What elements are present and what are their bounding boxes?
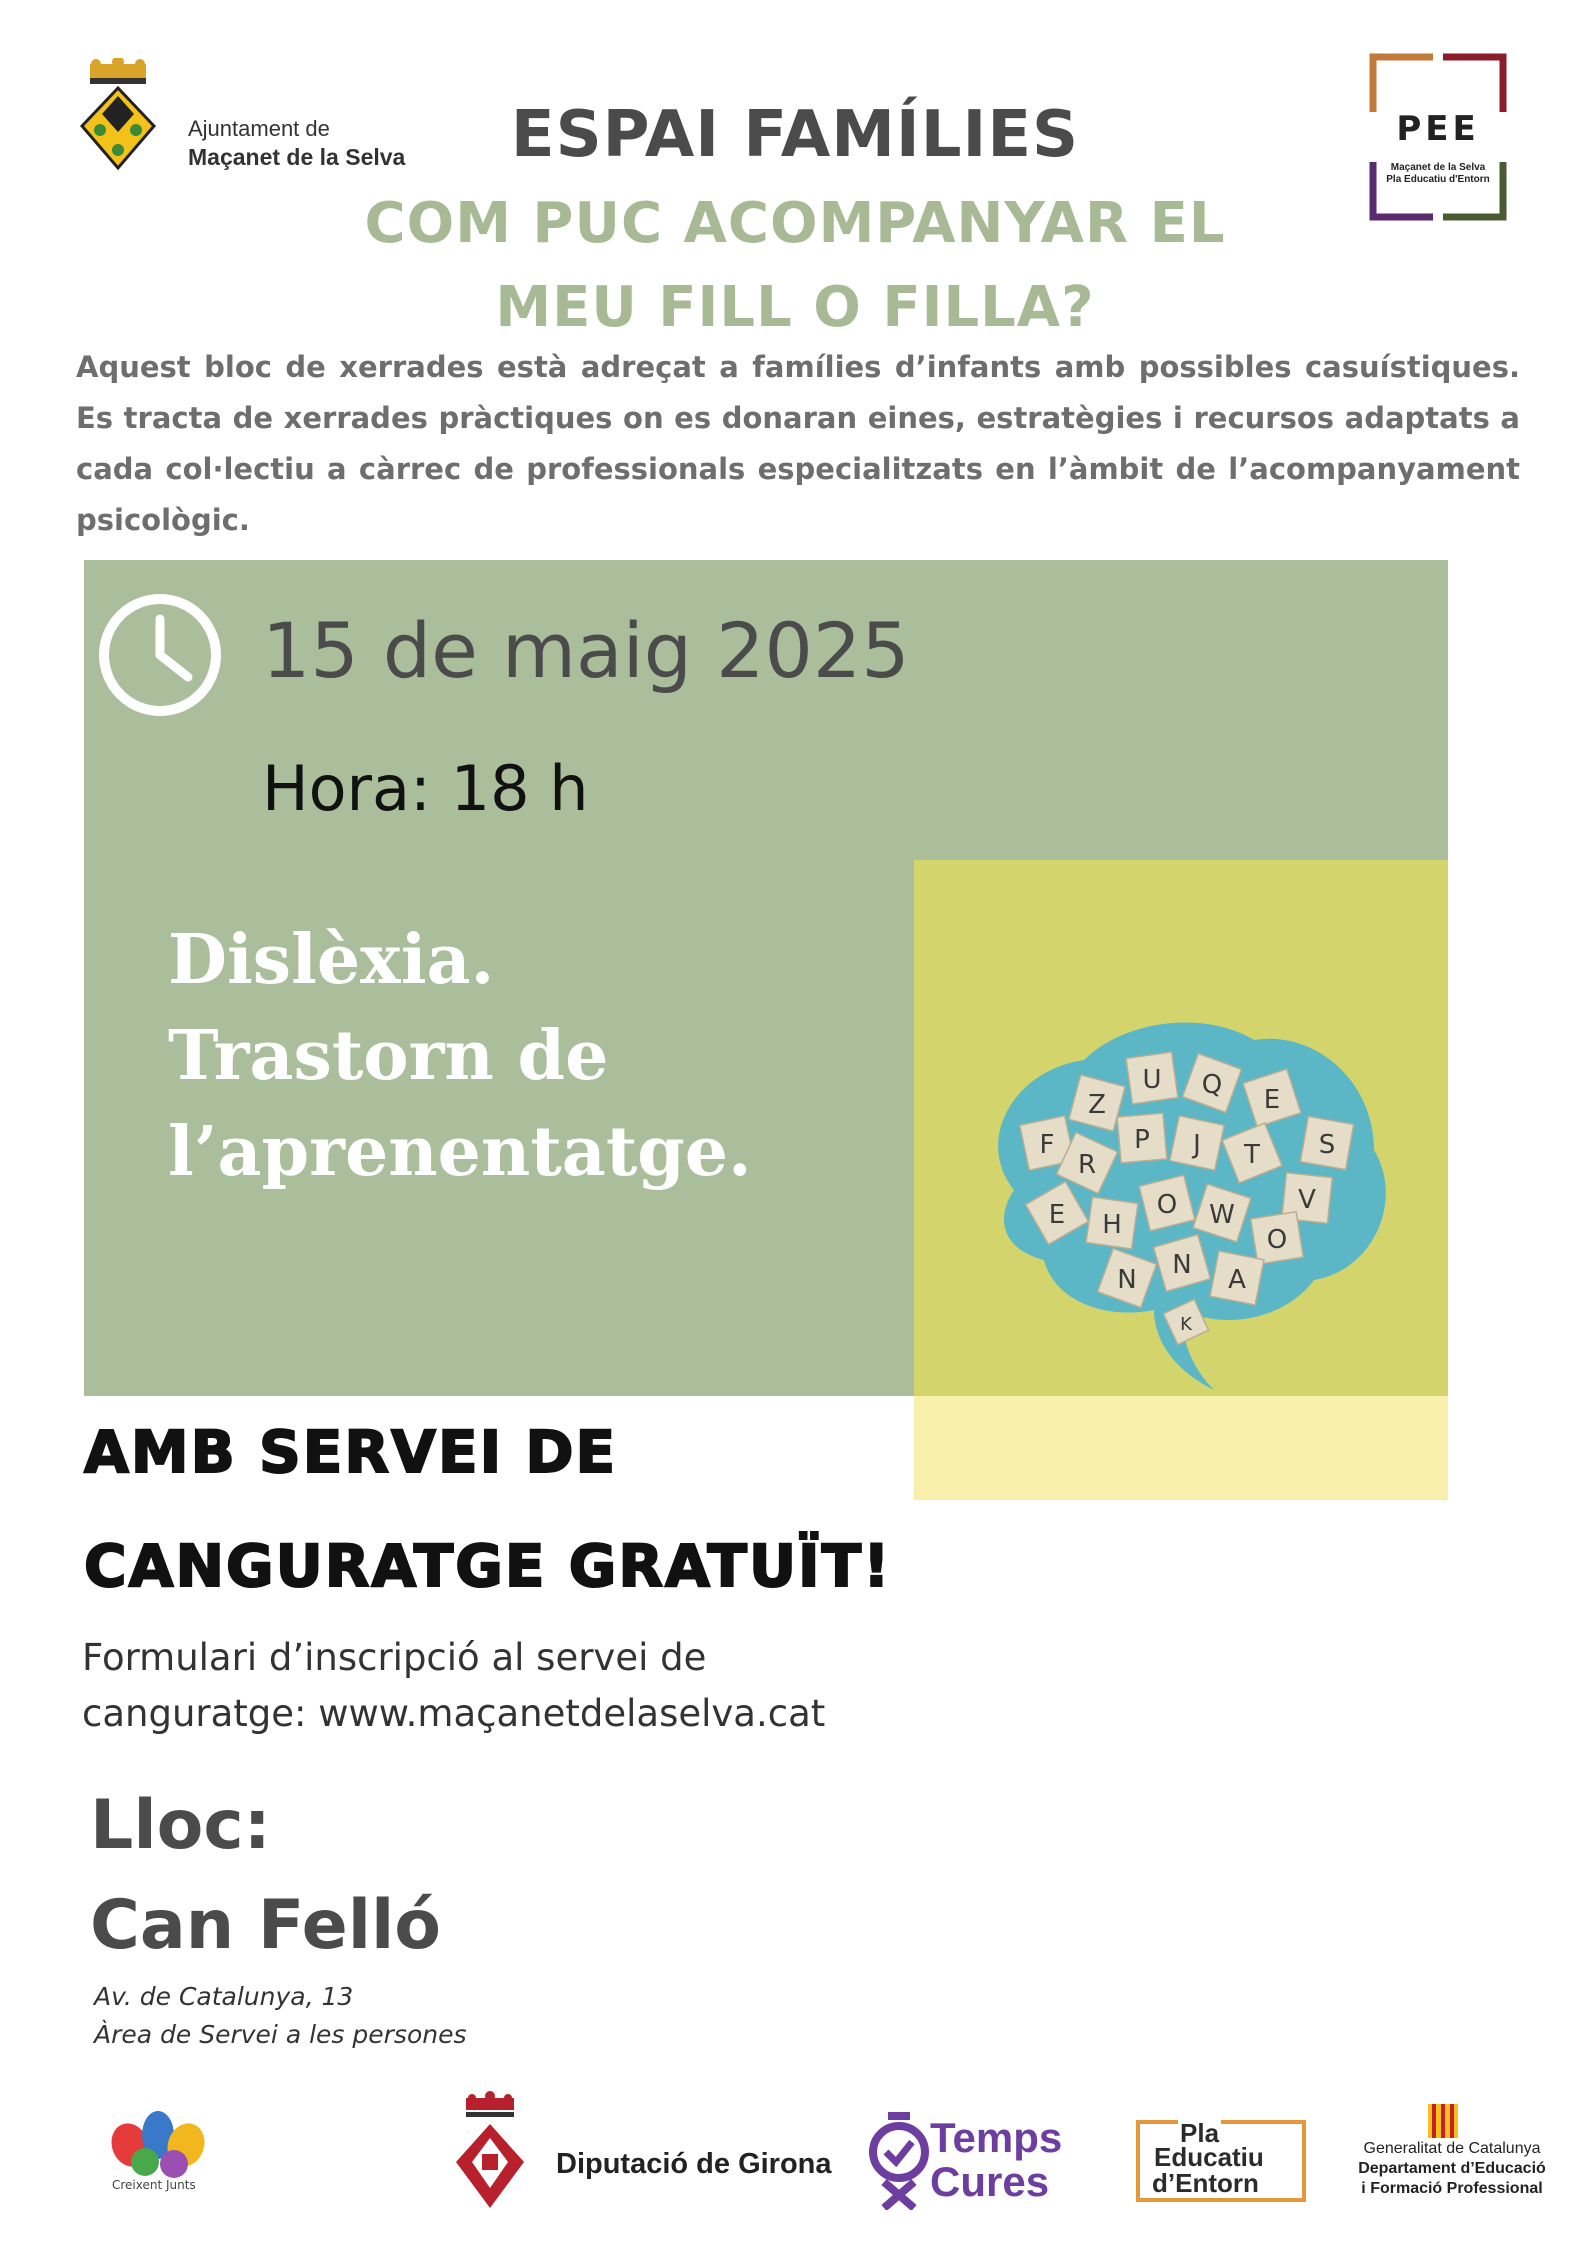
location-address: Av. de Catalunya, 13 [94,1982,354,2011]
temps-cures-icon [864,2110,934,2210]
temps-cures-line2: Cures [930,2158,1050,2205]
gencat-line2: Departament d’Educació [1358,2160,1546,2177]
location-label: Lloc: [90,1786,271,1865]
svg-text:T: T [1244,1140,1260,1170]
pla-educatiu-line2: Educatiu [1154,2142,1264,2172]
letter-tiles-brain-image [954,1000,1414,1400]
svg-text:R: R [1077,1150,1097,1180]
svg-text:K: K [1180,1314,1192,1335]
location-name: Can Felló [90,1886,442,1965]
svg-text:O: O [1266,1225,1288,1255]
babysitting-headline-line1: AMB SERVEI DE [84,1418,618,1486]
municipality-name-line2: Maçanet de la Selva [188,144,406,170]
babysitting-headline-line2: CANGURATGE GRATUÏT! [84,1532,892,1600]
page-subtitle [250,182,1340,350]
diputacio-girona-label: Diputació de Girona [556,2148,832,2180]
location-area: Àrea de Servei a les persones [94,2020,467,2049]
page-title: ESPAI FAMÍLIES [510,98,1080,172]
creixent-junts-label: Creixent Junts [112,2178,196,2192]
event-time: Hora: 18 h [262,752,589,825]
pee-logo-line2: Pla Educatiu d'Entorn [1386,174,1490,185]
municipality-shield-icon [78,58,158,188]
pla-educatiu-logo [1136,2120,1306,2202]
subtitle-line1: COM PUC ACOMPANYAR EL [364,191,1226,256]
pla-educatiu-line1: Pla [1180,2118,1220,2148]
svg-text:A: A [1228,1265,1246,1295]
topic-line3: l’aprenentatge. [168,1112,752,1192]
pee-acronym: PEE [1396,109,1480,149]
gencat-line1: Generalitat de Catalunya [1363,2140,1541,2157]
svg-text:E: E [1048,1200,1066,1230]
topic-line2: Trastorn de [168,1016,609,1096]
pla-educatiu-line3: d’Entorn [1152,2168,1259,2198]
svg-text:U: U [1142,1065,1162,1095]
pee-logo [1368,52,1508,222]
svg-text:Z: Z [1088,1090,1106,1120]
municipality-logo [78,58,438,188]
svg-text:V: V [1298,1185,1316,1215]
gencat-line3: i Formació Professional [1361,2180,1543,2197]
svg-text:N: N [1117,1265,1137,1295]
svg-text:J: J [1193,1130,1201,1160]
event-date: 15 de maig 2025 [262,606,910,695]
svg-text:H: H [1102,1210,1122,1240]
illustration-fade [914,1396,1448,1500]
svg-text:O: O [1156,1190,1178,1220]
svg-text:N: N [1172,1250,1192,1280]
svg-text:Q: Q [1201,1070,1223,1100]
temps-cures-line1: Temps [930,2114,1063,2161]
clock-icon [96,591,224,719]
svg-text:S: S [1318,1130,1336,1160]
intro-paragraph: Aquest bloc de xerrades està adreçat a famílies d’infants amb possibles casuístiques. Es tracta de xerrades pràctiques on es donaran eines, estratègies i recursos adaptats a cada col·lectiu a càrrec de professionals especialitzats en l’àmbit de l’acompanyament psicològic. [76,350,1520,537]
subtitle-line2: MEU FILL O FILLA? [495,275,1095,340]
registration-line1: Formulari d’inscripció al servei de [82,1636,707,1679]
topic-line1: Dislèxia. [168,920,495,1000]
event-topic [168,912,868,1200]
gencat-flag-icon [1428,2104,1458,2138]
svg-text:P: P [1134,1125,1150,1155]
svg-text:W: W [1209,1200,1235,1230]
pee-logo-line1: Maçanet de la Selva [1390,162,1486,173]
diputacio-shield-icon [452,2090,528,2220]
svg-text:F: F [1039,1130,1055,1160]
registration-line2: canguratge: www.maçanetdelaselva.cat [82,1692,826,1735]
municipality-name-line1: Ajuntament de [188,116,330,141]
svg-text:E: E [1263,1085,1281,1115]
registration-info [82,1630,982,1742]
illustration-block [914,860,1448,1500]
